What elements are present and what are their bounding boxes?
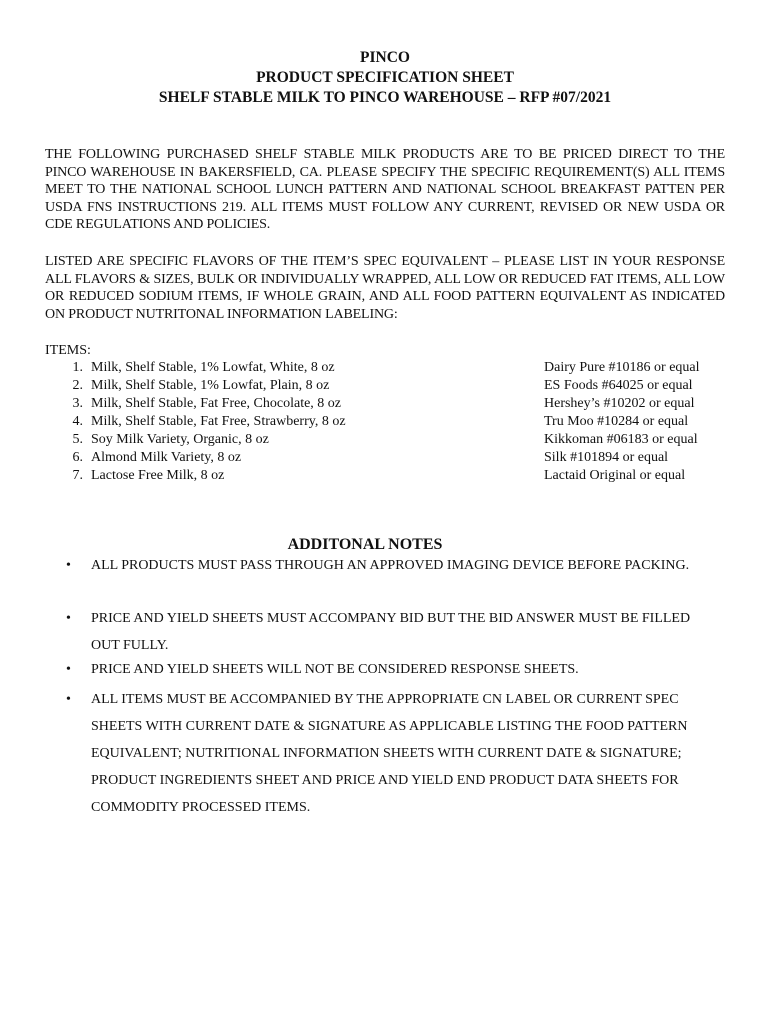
items-label: ITEMS: bbox=[45, 343, 91, 358]
item-number: 1. bbox=[72, 360, 83, 375]
items-list bbox=[45, 359, 735, 485]
note-text: PRICE AND YIELD SHEETS MUST ACCOMPANY BID BUT THE BID ANSWER MUST BE FILLED OUT FULLY. bbox=[91, 611, 691, 653]
item-number: 6. bbox=[72, 450, 83, 465]
item-equivalent: ES Foods #64025 or equal bbox=[544, 378, 693, 393]
list-item bbox=[45, 449, 735, 467]
bullet-icon: • bbox=[66, 611, 71, 626]
list-item bbox=[45, 395, 735, 413]
list-item bbox=[45, 431, 735, 449]
intro-paragraph: THE FOLLOWING PURCHASED SHELF STABLE MILK PRODUCTS ARE TO BE PRICED DIRECT TO THE PINCO WAREHOUSE IN BAKERSFIELD, CA. PLEASE SPECIFY THE SPECIFIC REQUIREMENT(S) ALL ITEMS MEET TO THE NATIONAL SCHOOL LUNCH PATTERN AND NATIONAL SCHOOL BREAKFAST PATTEN PER USDA FNS INSTRUCTIONS 219. ALL ITEMS MUST FOLLOW ANY CURRENT, REVISED OR NEW USDA OR CDE REGULATIONS AND POLICIES. bbox=[45, 147, 725, 233]
item-number: 7. bbox=[72, 468, 83, 483]
item-equivalent: Silk #101894 or equal bbox=[544, 450, 669, 465]
notes-heading: ADDITONAL NOTES bbox=[287, 536, 443, 553]
list-item bbox=[45, 413, 735, 431]
list-item bbox=[45, 467, 735, 485]
document-title-block bbox=[0, 48, 770, 108]
note-text: ALL ITEMS MUST BE ACCOMPANIED BY THE APPROPRIATE CN LABEL OR CURRENT SPEC SHEETS WITH CURRENT DATE & SIGNATURE AS APPLICABLE LISTING THE FOOD PATTERN EQUIVALENT; NUTRITIONAL INFORMATION SHEETS WITH CURRENT DATE & SIGNATURE; PRODUCT INGREDIENTS SHEET AND PRICE AND YIELD END PRODUCT DATA SHEETS FOR COMMODITY PROCESSED ITEMS. bbox=[91, 692, 688, 815]
item-description: Lactose Free Milk, 8 oz bbox=[91, 468, 225, 483]
document-title: PRODUCT SPECIFICATION SHEET bbox=[256, 69, 514, 86]
item-description: Milk, Shelf Stable, 1% Lowfat, Plain, 8 oz bbox=[91, 378, 330, 393]
item-description: Milk, Shelf Stable, Fat Free, Strawberry, 8 oz bbox=[91, 414, 346, 429]
item-equivalent: Lactaid Original or equal bbox=[544, 468, 686, 483]
flavors-paragraph: LISTED ARE SPECIFIC FLAVORS OF THE ITEM’S SPEC EQUIVALENT – PLEASE LIST IN YOUR RESPONSE ALL FLAVORS & SIZES, BULK OR INDIVIDUALLY WRAPPED, ALL LOW OR REDUCED FAT ITEMS, ALL LOW OR REDUCED SODIUM ITEMS, IF WHOLE GRAIN, AND ALL FOOD PATTERN EQUIVALENT AS INDICATED ON PRODUCT NUTRITONAL INFORMATION LABELING: bbox=[45, 254, 725, 322]
item-description: Soy Milk Variety, Organic, 8 oz bbox=[91, 432, 269, 447]
note-text: PRICE AND YIELD SHEETS WILL NOT BE CONSIDERED RESPONSE SHEETS. bbox=[91, 662, 579, 677]
org-name: PINCO bbox=[360, 49, 410, 66]
list-item bbox=[45, 359, 735, 377]
note-text: ALL PRODUCTS MUST PASS THROUGH AN APPROVED IMAGING DEVICE BEFORE PACKING. bbox=[91, 558, 690, 573]
item-number: 3. bbox=[72, 396, 83, 411]
item-description: Milk, Shelf Stable, Fat Free, Chocolate, 8 oz bbox=[91, 396, 342, 411]
bullet-icon: • bbox=[66, 558, 71, 573]
item-description: Milk, Shelf Stable, 1% Lowfat, White, 8 oz bbox=[91, 360, 335, 375]
bullet-icon: • bbox=[66, 692, 71, 707]
item-equivalent: Hershey’s #10202 or equal bbox=[544, 396, 695, 411]
item-equivalent: Dairy Pure #10186 or equal bbox=[544, 360, 700, 375]
list-item bbox=[45, 377, 735, 395]
item-number: 2. bbox=[72, 378, 83, 393]
bullet-icon: • bbox=[66, 662, 71, 677]
item-equivalent: Tru Moo #10284 or equal bbox=[544, 414, 689, 429]
item-number: 4. bbox=[72, 414, 83, 429]
item-description: Almond Milk Variety, 8 oz bbox=[91, 450, 242, 465]
item-number: 5. bbox=[72, 432, 83, 447]
item-equivalent: Kikkoman #06183 or equal bbox=[544, 432, 698, 447]
document-subtitle: SHELF STABLE MILK TO PINCO WAREHOUSE – RFP #07/2021 bbox=[158, 89, 612, 106]
